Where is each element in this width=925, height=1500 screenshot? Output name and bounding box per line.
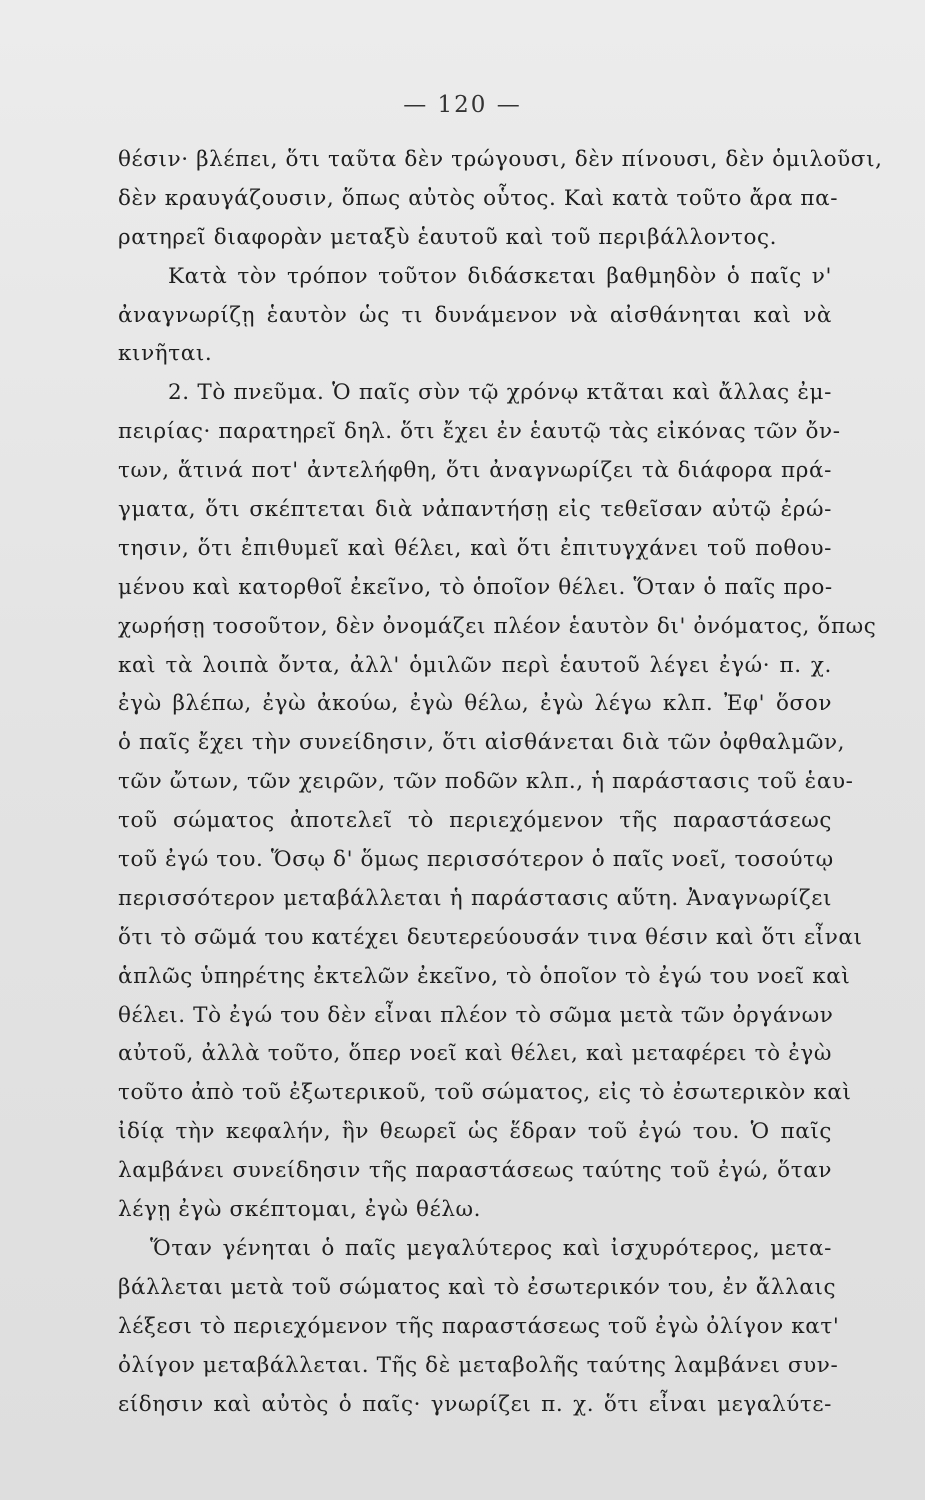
text-line: τησιν, ὅτι ἐπιθυμεῖ καὶ θέλει, καὶ ὅτι ἐπιτυγχάνει τοῦ ποθου- xyxy=(118,535,832,561)
text-line: τοῦ ἐγώ του. Ὅσῳ δ' ὅμως περισσότερον ὁ παῖς νοεῖ, τοσούτῳ xyxy=(118,847,834,873)
text-line: ἀναγνωρίζῃ ἑαυτὸν ὡς τι δυνάμενον νὰ αἰσθάνηται καὶ νὰ xyxy=(118,302,832,328)
text-line: δὲν κραυγάζουσιν, ὅπως αὐτὸς οὗτος. Καὶ κατὰ τοῦτο ἄρα πα- xyxy=(118,185,839,211)
text-line: θέσιν· βλέπει, ὅτι ταῦτα δὲν τρώγουσι, δὲν πίνουσι, δὲν ὁμιλοῦσι, xyxy=(118,147,883,172)
page-number: — 120 — xyxy=(403,92,522,118)
text-line: τοῦτο ἀπὸ τοῦ ἐξωτερικοῦ, τοῦ σώματος, εἰς τὸ ἐσωτερικὸν καὶ xyxy=(118,1080,852,1106)
text-line: των, ἅτινά ποτ' ἀντελήφθη, ὅτι ἀναγνωρίζει τὰ διάφορα πρά- xyxy=(118,458,832,484)
text-line: μένου καὶ κατορθοῖ ἐκεῖνο, τὸ ὁποῖον θέλει. Ὅταν ὁ παῖς προ- xyxy=(118,574,833,600)
text-line: ἁπλῶς ὑπηρέτης ἐκτελῶν ἐκεῖνο, τὸ ὁποῖον τὸ ἐγώ του νοεῖ καὶ xyxy=(118,963,851,989)
text-line: ὀλίγον μεταβάλλεται. Τῆς δὲ μεταβολῆς ταύτης λαμβάνει συν- xyxy=(118,1352,839,1378)
text-line: χωρήσῃ τοσοῦτον, δὲν ὀνομάζει πλέον ἑαυτὸν δι' ὀνόματος, ὅπως xyxy=(118,613,877,639)
text-line: Ὅταν γένηται ὁ παῖς μεγαλύτερος καὶ ἰσχυρότερος, μετα- xyxy=(150,1235,832,1261)
text-line: ὁ παῖς ἔχει τὴν συνείδησιν, ὅτι αἰσθάνεται διὰ τῶν ὀφθαλμῶν, xyxy=(118,730,846,756)
text-line: θέλει. Τὸ ἐγώ του δὲν εἶναι πλέον τὸ σῶμα μετὰ τῶν ὀργάνων xyxy=(118,1002,834,1028)
text-line: Κατὰ τὸν τρόπον τοῦτον διδάσκεται βαθμηδὸν ὁ παῖς ν' xyxy=(168,263,832,289)
text-line: τῶν ὤτων, τῶν χειρῶν, τῶν ποδῶν κλπ., ἡ παράστασις τοῦ ἑαυ- xyxy=(118,769,854,795)
body-text xyxy=(118,141,883,1424)
text-line: λαμβάνει συνείδησιν τῆς παραστάσεως ταύτης τοῦ ἐγώ, ὅταν xyxy=(118,1158,832,1184)
text-line: αὐτοῦ, ἀλλὰ τοῦτο, ὅπερ νοεῖ καὶ θέλει, καὶ μεταφέρει τὸ ἐγὼ xyxy=(118,1041,832,1067)
text-line: λέξεσι τὸ περιεχόμενον τῆς παραστάσεως τοῦ ἐγὼ ὀλίγον κατ' xyxy=(118,1313,840,1339)
text-line: κινῆται. xyxy=(118,341,213,367)
text-line: καὶ τὰ λοιπὰ ὄντα, ἀλλ' ὁμιλῶν περὶ ἑαυτοῦ λέγει ἐγώ· π. χ. xyxy=(118,652,832,678)
text-line: βάλλεται μετὰ τοῦ σώματος καὶ τὸ ἐσωτερικόν του, ἐν ἄλλαις xyxy=(118,1274,837,1300)
text-line: τοῦ σώματος ἀποτελεῖ τὸ περιεχόμενον τῆς παραστάσεως xyxy=(118,808,832,834)
text-line: ὅτι τὸ σῶμά του κατέχει δευτερεύουσάν τινα θέσιν καὶ ὅτι εἶναι xyxy=(118,924,863,950)
section-heading-line: 2. Τὸ πνεῦμα. Ὁ παῖς σὺν τῷ χρόνῳ κτᾶται καὶ ἄλλας ἐμ- xyxy=(168,380,832,406)
text-line: ἐγὼ βλέπω, ἐγὼ ἀκούω, ἐγὼ θέλω, ἐγὼ λέγω κλπ. Ἐφ' ὅσον xyxy=(118,691,832,717)
text-line: ἰδίᾳ τὴν κεφαλήν, ἣν θεωρεῖ ὡς ἕδραν τοῦ ἐγώ του. Ὁ παῖς xyxy=(118,1119,832,1145)
text-line: γματα, ὅτι σκέπτεται διὰ νἀπαντήσῃ εἰς τεθεῖσαν αὐτῷ ἐρώ- xyxy=(118,497,832,523)
text-line: πειρίας· παρατηρεῖ δηλ. ὅτι ἔχει ἐν ἑαυτῷ τὰς εἰκόνας τῶν ὄν- xyxy=(118,419,841,445)
text-line: λέγῃ ἐγὼ σκέπτομαι, ἐγὼ θέλω. xyxy=(118,1197,482,1223)
text-line: περισσότερον μεταβάλλεται ἡ παράστασις αὕτη. Ἀναγνωρίζει xyxy=(118,885,832,911)
text-line: ρατηρεῖ διαφορὰν μεταξὺ ἑαυτοῦ καὶ τοῦ περιβάλλοντος. xyxy=(118,224,778,250)
text-line: είδησιν καὶ αὐτὸς ὁ παῖς· γνωρίζει π. χ. ὅτι εἶναι μεγαλύτε- xyxy=(118,1391,832,1417)
